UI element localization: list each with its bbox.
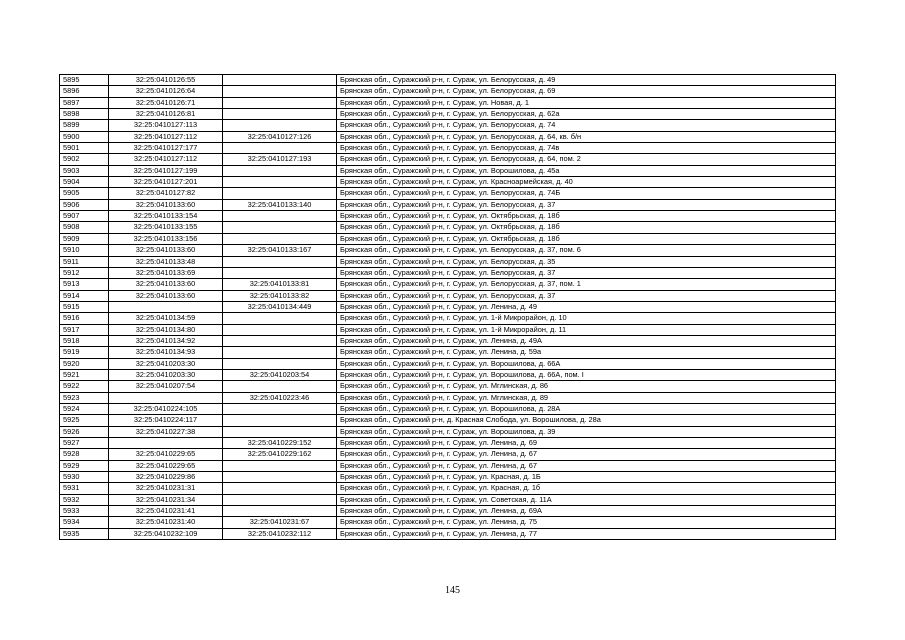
address-cell: Брянская обл., Суражский р-н, г. Сураж, ул. Ленина, д. 49А [337,335,836,346]
table-body [60,75,836,540]
linked-cadastral-number-cell: 32:25:0410133:167 [223,245,337,256]
address-cell: Брянская обл., Суражский р-н, г. Сураж, ул. Ленина, д. 67 [337,449,836,460]
row-number-cell: 5916 [60,313,109,324]
row-number-cell: 5909 [60,233,109,244]
linked-cadastral-number-cell [223,222,337,233]
row-number-cell: 5912 [60,267,109,278]
cadastral-number-cell: 32:25:0410133:60 [109,199,223,210]
linked-cadastral-number-cell [223,233,337,244]
cadastral-number-cell: 32:25:0410207:54 [109,381,223,392]
row-number-cell: 5925 [60,415,109,426]
table-row [60,267,836,278]
cadastral-number-cell: 32:25:0410127:199 [109,165,223,176]
row-number-cell: 5933 [60,506,109,517]
address-cell: Брянская обл., Суражский р-н, г. Сураж, ул. Ленина, д. 77 [337,528,836,539]
table-row [60,506,836,517]
row-number-cell: 5914 [60,290,109,301]
linked-cadastral-number-cell [223,347,337,358]
linked-cadastral-number-cell [223,403,337,414]
linked-cadastral-number-cell [223,109,337,120]
cadastral-number-cell: 32:25:0410231:34 [109,494,223,505]
table-row [60,369,836,380]
cadastral-number-cell [109,438,223,449]
address-cell: Брянская обл., Суражский р-н, г. Сураж, ул. Ленина, д. 75 [337,517,836,528]
row-number-cell: 5927 [60,438,109,449]
address-cell: Брянская обл., Суражский р-н, г. Сураж, ул. Ленина, д. 69А [337,506,836,517]
linked-cadastral-number-cell [223,120,337,131]
table-row [60,313,836,324]
linked-cadastral-number-cell [223,143,337,154]
linked-cadastral-number-cell [223,75,337,86]
table-row [60,279,836,290]
row-number-cell: 5926 [60,426,109,437]
table-row [60,290,836,301]
row-number-cell: 5922 [60,381,109,392]
linked-cadastral-number-cell [223,267,337,278]
linked-cadastral-number-cell [223,494,337,505]
row-number-cell: 5934 [60,517,109,528]
row-number-cell: 5899 [60,120,109,131]
cadastral-number-cell: 32:25:0410126:81 [109,109,223,120]
row-number-cell: 5901 [60,143,109,154]
address-cell: Брянская обл., Суражский р-н, г. Сураж, ул. Октябрьская, д. 18б [337,222,836,233]
linked-cadastral-number-cell [223,335,337,346]
cadastral-number-cell: 32:25:0410127:82 [109,188,223,199]
row-number-cell: 5904 [60,177,109,188]
row-number-cell: 5910 [60,245,109,256]
row-number-cell: 5915 [60,301,109,312]
row-number-cell: 5895 [60,75,109,86]
linked-cadastral-number-cell [223,313,337,324]
row-number-cell: 5929 [60,460,109,471]
table-row [60,177,836,188]
cadastral-number-cell: 32:25:0410127:112 [109,131,223,142]
linked-cadastral-number-cell [223,358,337,369]
linked-cadastral-number-cell [223,415,337,426]
address-cell: Брянская обл., Суражский р-н, г. Сураж, ул. Ворошилова, д. 39 [337,426,836,437]
address-cell: Брянская обл., Суражский р-н, г. Сураж, ул. Белорусская, д. 37, пом. 6 [337,245,836,256]
row-number-cell: 5897 [60,97,109,108]
linked-cadastral-number-cell: 32:25:0410127:126 [223,131,337,142]
cadastral-number-cell: 32:25:0410203:30 [109,358,223,369]
linked-cadastral-number-cell [223,483,337,494]
cadastral-number-cell: 32:25:0410229:65 [109,460,223,471]
table-row [60,143,836,154]
cadastral-number-cell: 32:25:0410126:71 [109,97,223,108]
linked-cadastral-number-cell [223,460,337,471]
linked-cadastral-number-cell: 32:25:0410232:112 [223,528,337,539]
linked-cadastral-number-cell: 32:25:0410127:193 [223,154,337,165]
table-row [60,86,836,97]
address-cell: Брянская обл., Суражский р-н, г. Сураж, ул. Новая, д. 1 [337,97,836,108]
row-number-cell: 5935 [60,528,109,539]
cadastral-number-cell: 32:25:0410224:117 [109,415,223,426]
address-cell: Брянская обл., Суражский р-н, г. Сураж, ул. Белорусская, д. 64, кв. б/н [337,131,836,142]
linked-cadastral-number-cell: 32:25:0410133:82 [223,290,337,301]
address-cell: Брянская обл., Суражский р-н, г. Сураж, ул. Красная, д. 1Б [337,472,836,483]
linked-cadastral-number-cell [223,381,337,392]
cadastral-number-cell: 32:25:0410133:60 [109,279,223,290]
address-cell: Брянская обл., Суражский р-н, г. Сураж, ул. Белорусская, д. 62а [337,109,836,120]
row-number-cell: 5928 [60,449,109,460]
cadastral-number-cell: 32:25:0410134:80 [109,324,223,335]
row-number-cell: 5911 [60,256,109,267]
row-number-cell: 5896 [60,86,109,97]
cadastral-number-cell: 32:25:0410229:65 [109,449,223,460]
cadastral-number-cell: 32:25:0410133:156 [109,233,223,244]
table-row [60,301,836,312]
linked-cadastral-number-cell [223,177,337,188]
cadastral-number-cell [109,392,223,403]
address-cell: Брянская обл., Суражский р-н, г. Сураж, ул. Белорусская, д. 37 [337,290,836,301]
cadastral-number-cell: 32:25:0410127:177 [109,143,223,154]
cadastral-number-cell: 32:25:0410127:112 [109,154,223,165]
row-number-cell: 5905 [60,188,109,199]
linked-cadastral-number-cell: 32:25:0410133:140 [223,199,337,210]
linked-cadastral-number-cell: 32:25:0410133:81 [223,279,337,290]
table-row [60,245,836,256]
cadastral-number-cell: 32:25:0410127:201 [109,177,223,188]
property-registry-table [59,74,836,540]
cadastral-number-cell: 32:25:0410134:92 [109,335,223,346]
row-number-cell: 5918 [60,335,109,346]
table-row [60,426,836,437]
cadastral-number-cell: 32:25:0410134:59 [109,313,223,324]
address-cell: Брянская обл., Суражский р-н, г. Сураж, ул. Ленина, д. 67 [337,460,836,471]
row-number-cell: 5919 [60,347,109,358]
cadastral-number-cell: 32:25:0410133:154 [109,211,223,222]
address-cell: Брянская обл., Суражский р-н, г. Сураж, ул. Белорусская, д. 74в [337,143,836,154]
cadastral-number-cell: 32:25:0410231:31 [109,483,223,494]
linked-cadastral-number-cell: 32:25:0410223:46 [223,392,337,403]
address-cell: Брянская обл., Суражский р-н, г. Сураж, ул. Белорусская, д. 64, пом. 2 [337,154,836,165]
row-number-cell: 5931 [60,483,109,494]
address-cell: Брянская обл., Суражский р-н, г. Сураж, ул. Красная, д. 1б [337,483,836,494]
table-row [60,517,836,528]
table-row [60,222,836,233]
address-cell: Брянская обл., Суражский р-н, г. Сураж, ул. Ленина, д. 69 [337,438,836,449]
cadastral-number-cell: 32:25:0410127:113 [109,120,223,131]
row-number-cell: 5908 [60,222,109,233]
cadastral-number-cell: 32:25:0410203:30 [109,369,223,380]
address-cell: Брянская обл., Суражский р-н, г. Сураж, ул. Белорусская, д. 69 [337,86,836,97]
cadastral-number-cell: 32:25:0410133:69 [109,267,223,278]
row-number-cell: 5930 [60,472,109,483]
linked-cadastral-number-cell: 32:25:0410231:67 [223,517,337,528]
address-cell: Брянская обл., Суражский р-н, г. Сураж, ул. Октябрьская, д. 18б [337,233,836,244]
table-row [60,415,836,426]
cadastral-number-cell: 32:25:0410133:155 [109,222,223,233]
table-row [60,460,836,471]
table-row [60,131,836,142]
table-row [60,347,836,358]
table-row [60,449,836,460]
address-cell: Брянская обл., Суражский р-н, г. Сураж, ул. Ленина, д. 59а [337,347,836,358]
row-number-cell: 5920 [60,358,109,369]
row-number-cell: 5902 [60,154,109,165]
address-cell: Брянская обл., Суражский р-н, г. Сураж, ул. Октябрьская, д. 18б [337,211,836,222]
table-row [60,483,836,494]
cadastral-number-cell: 32:25:0410231:40 [109,517,223,528]
address-cell: Брянская обл., Суражский р-н, г. Сураж, ул. 1-й Микрорайон, д. 10 [337,313,836,324]
table-row [60,335,836,346]
table-row [60,75,836,86]
row-number-cell: 5913 [60,279,109,290]
table-row [60,392,836,403]
linked-cadastral-number-cell [223,97,337,108]
cadastral-number-cell: 32:25:0410134:93 [109,347,223,358]
row-number-cell: 5917 [60,324,109,335]
table-row [60,199,836,210]
address-cell: Брянская обл., Суражский р-н, г. Сураж, ул. Ворошилова, д. 66А, пом. I [337,369,836,380]
table-row [60,472,836,483]
row-number-cell: 5907 [60,211,109,222]
cadastral-number-cell: 32:25:0410126:64 [109,86,223,97]
table-row [60,154,836,165]
table-row [60,358,836,369]
cadastral-number-cell: 32:25:0410224:105 [109,403,223,414]
address-cell: Брянская обл., Суражский р-н, г. Сураж, ул. Красноармейская, д. 40 [337,177,836,188]
cadastral-number-cell: 32:25:0410227:38 [109,426,223,437]
table-row [60,211,836,222]
table-row [60,403,836,414]
cadastral-number-cell: 32:25:0410133:60 [109,290,223,301]
row-number-cell: 5921 [60,369,109,380]
table-row [60,494,836,505]
address-cell: Брянская обл., Суражский р-н, г. Сураж, ул. Белорусская, д. 74 [337,120,836,131]
cadastral-number-cell [109,301,223,312]
linked-cadastral-number-cell [223,256,337,267]
linked-cadastral-number-cell: 32:25:0410229:152 [223,438,337,449]
table-row [60,438,836,449]
address-cell: Брянская обл., Суражский р-н, г. Сураж, ул. Ленина, д. 49 [337,301,836,312]
table-row [60,188,836,199]
cadastral-number-cell: 32:25:0410126:55 [109,75,223,86]
address-cell: Брянская обл., Суражский р-н, д. Красная Слобода, ул. Ворошилова, д. 28а [337,415,836,426]
linked-cadastral-number-cell [223,472,337,483]
cadastral-number-cell: 32:25:0410232:109 [109,528,223,539]
linked-cadastral-number-cell [223,165,337,176]
address-cell: Брянская обл., Суражский р-н, г. Сураж, ул. Советская, д. 11А [337,494,836,505]
row-number-cell: 5932 [60,494,109,505]
address-cell: Брянская обл., Суражский р-н, г. Сураж, ул. Мглинская, д. 86 [337,381,836,392]
linked-cadastral-number-cell [223,211,337,222]
row-number-cell: 5903 [60,165,109,176]
address-cell: Брянская обл., Суражский р-н, г. Сураж, ул. Мглинская, д. 89 [337,392,836,403]
address-cell: Брянская обл., Суражский р-н, г. Сураж, ул. Белорусская, д. 37 [337,199,836,210]
address-cell: Брянская обл., Суражский р-н, г. Сураж, ул. Белорусская, д. 37, пом. 1 [337,279,836,290]
table-row [60,233,836,244]
table-row [60,97,836,108]
cadastral-number-cell: 32:25:0410231:41 [109,506,223,517]
table-row [60,165,836,176]
page-number: 145 [445,585,460,596]
table-row [60,109,836,120]
linked-cadastral-number-cell [223,188,337,199]
address-cell: Брянская обл., Суражский р-н, г. Сураж, ул. Ворошилова, д. 28А [337,403,836,414]
cadastral-number-cell: 32:25:0410133:60 [109,245,223,256]
linked-cadastral-number-cell [223,506,337,517]
row-number-cell: 5898 [60,109,109,120]
linked-cadastral-number-cell [223,86,337,97]
linked-cadastral-number-cell: 32:25:0410203:54 [223,369,337,380]
table-row [60,324,836,335]
row-number-cell: 5900 [60,131,109,142]
linked-cadastral-number-cell [223,324,337,335]
table-row [60,528,836,539]
address-cell: Брянская обл., Суражский р-н, г. Сураж, ул. Белорусская, д. 37 [337,267,836,278]
cadastral-number-cell: 32:25:0410229:86 [109,472,223,483]
address-cell: Брянская обл., Суражский р-н, г. Сураж, ул. Ворошилова, д. 45а [337,165,836,176]
address-cell: Брянская обл., Суражский р-н, г. Сураж, ул. Белорусская, д. 49 [337,75,836,86]
row-number-cell: 5924 [60,403,109,414]
table-row [60,120,836,131]
linked-cadastral-number-cell: 32:25:0410134:449 [223,301,337,312]
table-row [60,256,836,267]
address-cell: Брянская обл., Суражский р-н, г. Сураж, ул. 1-й Микрорайон, д. 11 [337,324,836,335]
linked-cadastral-number-cell: 32:25:0410229:162 [223,449,337,460]
row-number-cell: 5906 [60,199,109,210]
table-row [60,381,836,392]
address-cell: Брянская обл., Суражский р-н, г. Сураж, ул. Белорусская, д. 35 [337,256,836,267]
cadastral-number-cell: 32:25:0410133:48 [109,256,223,267]
linked-cadastral-number-cell [223,426,337,437]
address-cell: Брянская обл., Суражский р-н, г. Сураж, ул. Белорусская, д. 74Б [337,188,836,199]
row-number-cell: 5923 [60,392,109,403]
address-cell: Брянская обл., Суражский р-н, г. Сураж, ул. Ворошилова, д. 66А [337,358,836,369]
